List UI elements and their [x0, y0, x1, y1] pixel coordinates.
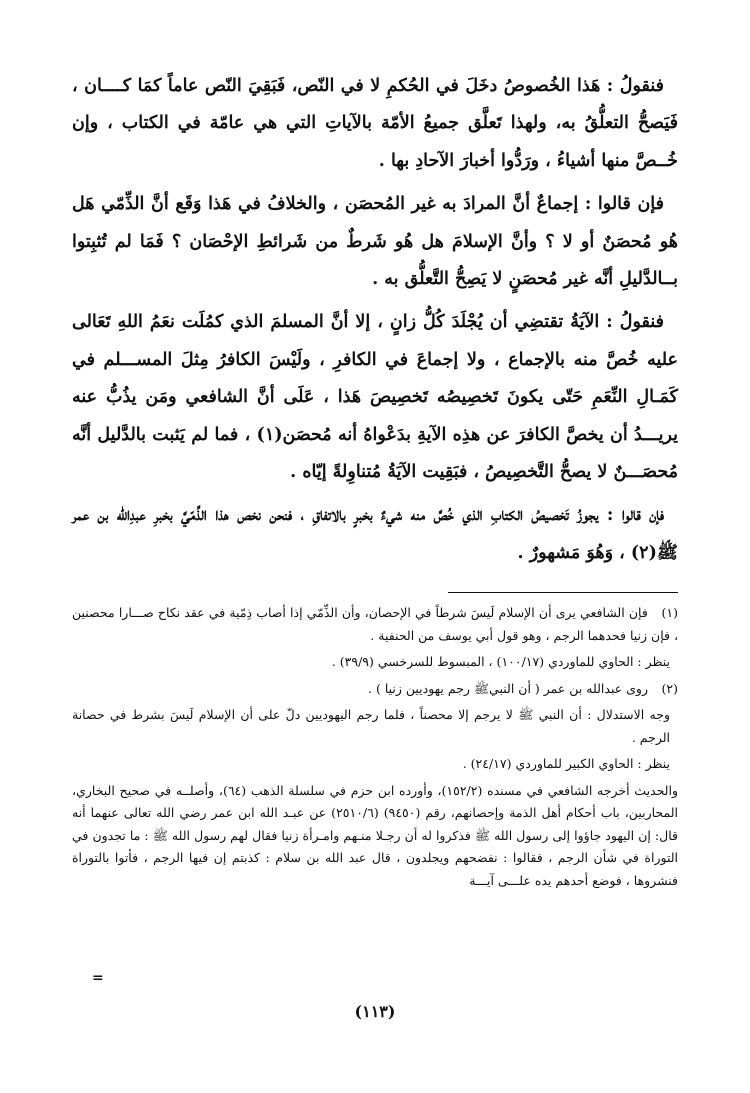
continuation-mark: = — [92, 970, 104, 986]
footnote-separator — [448, 592, 678, 593]
footnote-2-number: (٢) — [661, 680, 678, 696]
paragraph-1: فنقولُ : هَذا الخُصوصُ دخَلَ في الحُكمِ لا في النّص، فَبَقِيَ النّص عاماً كمَا كــــان ، فَيَصحُّ التعلُّقُ به، ولهذا تَعلَّق جميعُ الأمّة بالآياتِ التي هي عامّة في الكتاب ، وإن خُــصَّ منها أشياءُ ، ورَدُّوا أخبارَ الآحادِ بها . — [72, 76, 678, 171]
page-number: (١١٣) — [354, 1002, 396, 1021]
footnote-1-reference: ينظر : الحاوي للماوردي (١٠٠/١٧) ، المبسوط للسرخسي (٣٩/٩) . — [331, 654, 670, 669]
footnote-2-reference: ينظر : الحاوي الكبير للماوردي (٢٤/١٧) . — [462, 756, 670, 771]
footnote-2-hadith: والحديث أخرجه الشافعي في مسنده (١٥٢/٢)، وأورده ابن حزم في سلسلة الذهب (٦٤)، وأصلــه في صحيح البخاري، المحاربين، باب أحكام أهل الذمة وإحصانهم، رقم (٩٤٥٠) (٢٥١٠/٦) عن عبـد الله ابن عمر رضي الله تعالى عنهما أنه قال: إن اليهود جاؤوا إلى رسول الله ﷺ فذكروا له أن رجـلا منـهم وامـرأة زنيا فقال لهم رسول الله ﷺ : ما تجدون في التوراة في شأن الرجم ، فقالوا : نفضحهم ويجلدون ، قال عبد الله بن سلام : كذبتم إن فيها الرجم ، فأتوا بالتوراة فنشروها ، فوضع أحدهم يده علـــى آيـــة — [72, 782, 679, 888]
main-text — [72, 68, 678, 578]
paragraph-2: فإن قالوا : إجماعٌ أنَّ المرادَ به غير المُحصَن ، والخلافُ في هَذا وَقَع أنَّ الذِّمّي هَل هُو مُحصَنٌ أو لا ؟ وأنَّ الإسلامَ هل هُو شَرطٌ من شَرائطِ الإحْصَان ؟ فَمَا لم تُثبِتوا بــالدَّليلِ أنَّه غير مُحصَنٍ لا يَصِحُّ التَّعلُّق به . — [72, 194, 678, 290]
footnote-1-number: (١) — [661, 605, 678, 620]
footnote-2-text: روى عبدالله بن عمر ( أن النبيﷺ رجم يهوديين زنيا ) . — [368, 680, 649, 696]
paragraph-4: فإن قالوا : يجوزُ تَخصيصُ الكتابِ الذي خُصَّ منه شيءٌ بخبرٍ بالاتفاقِ ، فنحن نخص هذا الذِّمّيَّ بخبرِ عبدِالله بن عمر ﷺ(٢) ، وَهُوَ مَشهورٌ . — [72, 505, 678, 563]
footnote-2 — [72, 678, 678, 701]
footnotes — [72, 602, 678, 892]
footnote-1-text: فإن الشافعي يرى أن الإسلام لَيسَ شرطاً في الإحصان، وأن الذِّمّي إذا أصاب ذِمّية في عقد نكاح صـــارا محصنين ، فإن زنيا فحدهما الرجم ، وهو قول أبي يوسف من الحنفية . — [72, 605, 678, 643]
paragraph-3: فنقولُ : الآيَةُ تقتضِي أن يُجْلَدَ كُلُّ زانٍ ، إلا أنَّ المسلمَ الذي كمُلَت نعَمُ اللهِ تَعَالى عليه خُصَّ منه بالإجماع ، ولا إجماعَ في الكافرِ ، ولَيْسَ الكافرُ مِثلَ المســـلم في كَمَـالِ النِّعَمِ حَتّى يكونَ تَخصِيصُه تَخصِيصَ هَذا ، عَلَى أنَّ الشافعي ومَن يذُبُّ عنه يريـــدُ أن يخصَّ الكافرَ عن هذِه الآيةِ بدَعْواهُ أنه مُحصَن(١) ، فما لم يَثبت بالدَّليل أنَّه مُحصَـــنٌ لا يصحُّ التَّخصِيصُ ، فبَقِيت الآيَةُ مُتناوِلةً إيّاه . — [72, 312, 678, 483]
footnote-2-evidence: وجه الاستدلال : أن النبي ﷺ لا يرجم إلا محصناً ، فلما رجم اليهوديين دلّ على أن الإسلام لَيسَ بشرط في حصانة الرجم . — [72, 707, 670, 745]
footnote-1 — [72, 602, 678, 647]
